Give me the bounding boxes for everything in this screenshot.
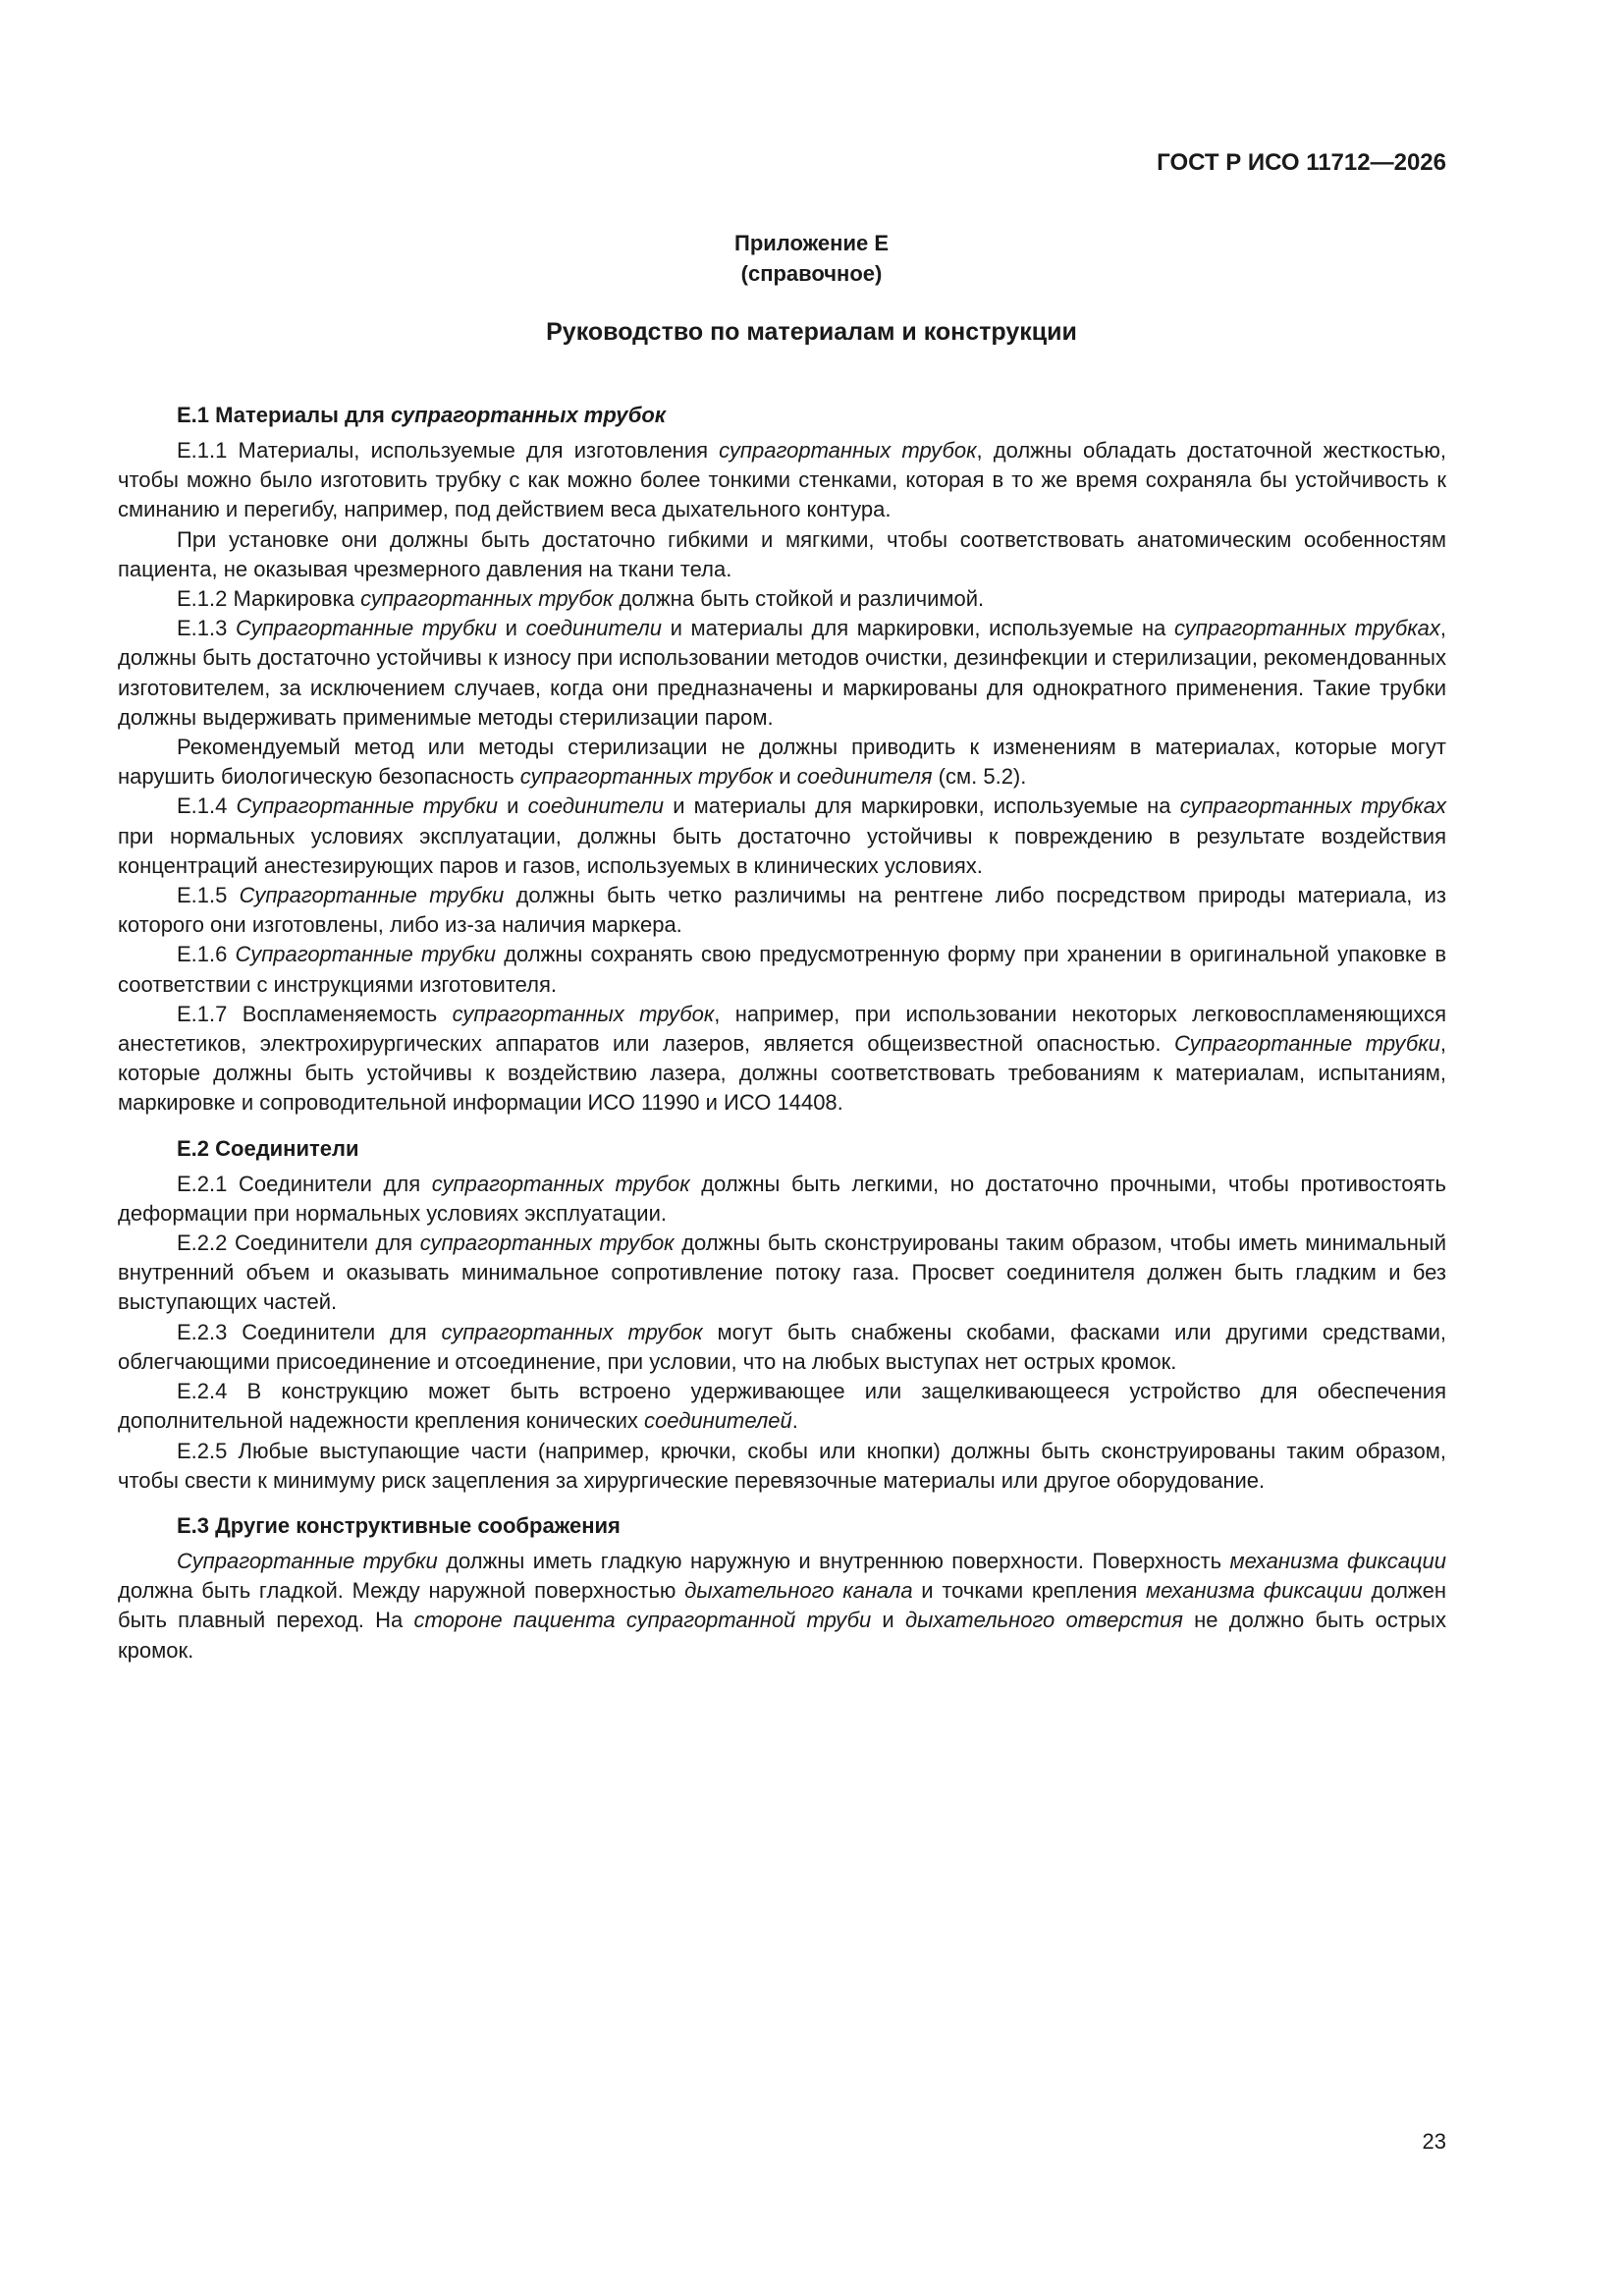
document-body — [118, 401, 1446, 1666]
paragraph: Супрагортанные трубки должны иметь гладкую наружную и внутреннюю поверхности. Поверхность механизма фиксации должна быть гладкой. Между наружной поверхностью дыхательного канала и точками крепления механизма фиксации должен быть плавный переход. На стороне пациента супрагортанной труби и дыхательного отверстия не должно быть острых кромок. — [118, 1548, 1447, 1663]
paragraph: Рекомендуемый метод или методы стерилизации не должны приводить к изменениям в материалах, которые могут нарушить биологическую безопасность супрагортанных трубок и соединителя (см. 5.2). — [118, 735, 1446, 790]
paragraph: Е.2.1 Соединители для супрагортанных трубок должны быть легкими, но достаточно прочными, чтобы противостоять деформации при нормальных условиях эксплуатации. — [118, 1171, 1446, 1226]
paragraph: При установке они должны быть достаточно гибкими и мягкими, чтобы соответствовать анатомическим особенностям пациента, не оказывая чрезмерного давления на ткани тела. — [118, 526, 1446, 581]
paragraph: Е.1.7 Воспламеняемость супрагортанных трубок, например, при использовании некоторых легковоспламеняющихся анестетиков, электрохирургических аппаратов или лазеров, является общеизвестной опасностью. Супрагортанные трубки, которые должны быть устойчивы к воздействию лазера, должны соответствовать требованиям к материалам, испытаниям, маркировке и сопроводительной информации ИСО 11990 и ИСО 14408. — [118, 1001, 1447, 1116]
page-number: 23 — [1422, 2129, 1446, 2154]
section-3 — [118, 1511, 1446, 1666]
paragraph: Е.2.5 Любые выступающие части (например, крючки, скобы или кнопки) должны быть сконструированы таким образом, чтобы свести к минимуму риск зацепления за хирургические перевязочные материалы или другое оборудование. — [118, 1438, 1446, 1493]
paragraph: Е.2.3 Соединители для супрагортанных трубок могут быть снабжены скобами, фасками или другими средствами, облегчающими присоединение и отсоединение, при условии, что на любых выступах нет острых кромок. — [118, 1319, 1447, 1374]
paragraph: Е.2.4 В конструкцию может быть встроено удерживающее или защелкивающееся устройство для обеспечения дополнительной надежности крепления конических соединителей. — [118, 1379, 1446, 1434]
appendix-label: Приложение Е — [734, 231, 889, 255]
standard-identifier: ГОСТ Р ИСО 11712—2026 — [1157, 149, 1446, 176]
appendix-type: (справочное) — [740, 261, 883, 286]
section-heading: Е.1 Материалы для супрагортанных трубок — [177, 403, 666, 427]
paragraph: Е.1.5 Супрагортанные трубки должны быть четко различимы на рентгене либо посредством природы материала, из которого они изготовлены, либо из-за наличия маркера. — [118, 883, 1446, 938]
paragraph: Е.1.2 Маркировка супрагортанных трубок должна быть стойкой и различимой. — [177, 586, 985, 612]
paragraph: Е.1.4 Супрагортанные трубки и соединители и материалы для маркировки, используемые на супрагортанных трубках при нормальных условиях эксплуатации, должны быть достаточно устойчивы к повреждению в результате воздействия концентраций анестезирующих паров и газов, используемых в клинических условиях. — [118, 793, 1447, 878]
paragraph: Е.1.6 Супрагортанные трубки должны сохранять свою предусмотренную форму при хранении в оригинальной упаковке в соответствии с инструкциями изготовителя. — [118, 942, 1447, 997]
document-title: Руководство по материалам и конструкции — [546, 318, 1077, 346]
section-2 — [118, 1134, 1446, 1496]
section-heading: Е.3 Другие конструктивные соображения — [177, 1512, 621, 1538]
paragraph: Е.1.1 Материалы, используемые для изготовления супрагортанных трубок, должны обладать достаточной жесткостью, чтобы можно было изготовить трубку с как можно более тонкими стенками, которая в то же время сохраняла бы устойчивость к сминанию и перегибу, например, под действием веса дыхательного контура. — [118, 438, 1446, 522]
appendix-heading — [0, 228, 1623, 289]
section-heading: Е.2 Соединители — [177, 1135, 359, 1161]
paragraph: Е.2.2 Соединители для супрагортанных трубок должны быть сконструированы таким образом, чтобы иметь минимальный внутренний объем и оказывать минимальное сопротивление потоку газа. Просвет соединителя должен быть гладким и без выступающих частей. — [118, 1230, 1446, 1315]
section-1 — [118, 401, 1446, 1119]
paragraph: Е.1.3 Супрагортанные трубки и соединители и материалы для маркировки, используемые на супрагортанных трубках, должны быть достаточно устойчивы к износу при использовании методов очистки, дезинфекции и стерилизации, рекомендованных изготовителем, за исключением случаев, когда они предназначены и маркированы для однократного применения. Такие трубки должны выдерживать применимые методы стерилизации паром. — [118, 616, 1446, 730]
